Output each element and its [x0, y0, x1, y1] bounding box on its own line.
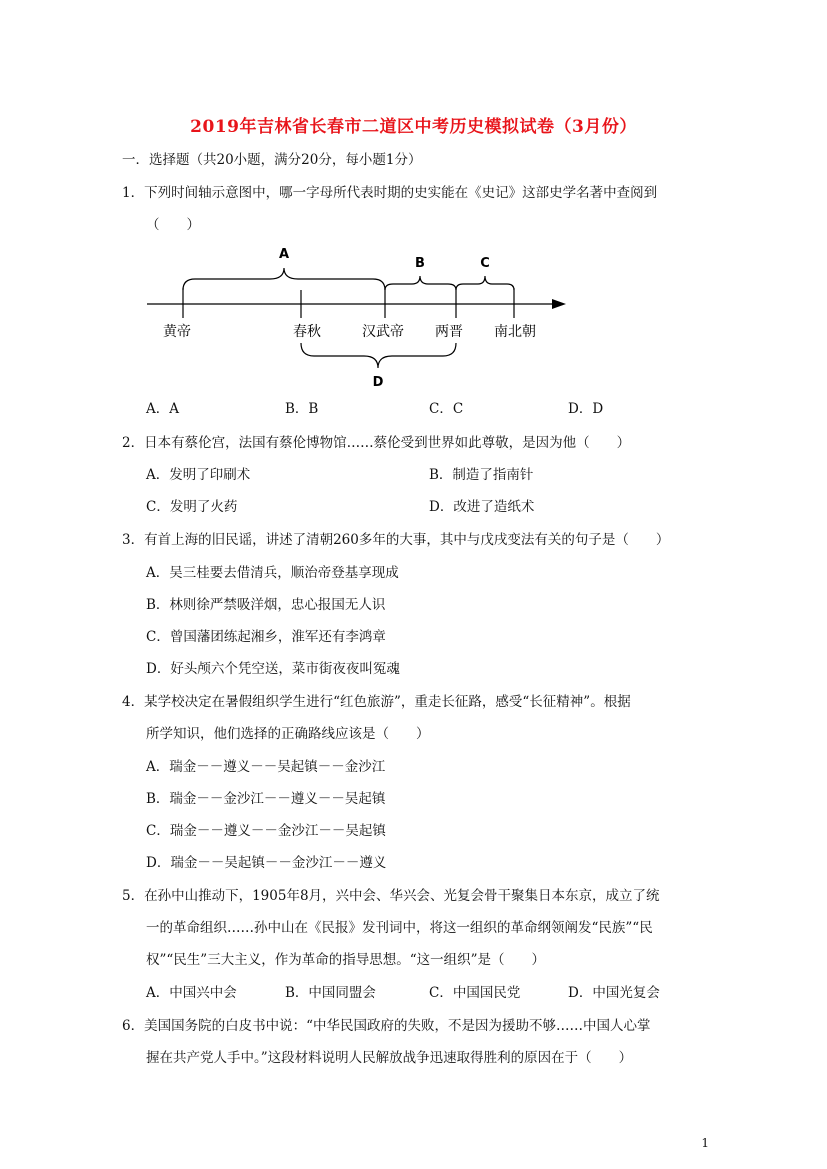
- brace-label-b: B: [415, 256, 425, 271]
- brace-label-c: C: [480, 256, 490, 271]
- exam-title: 2019年吉林省长春市二道区中考历史模拟试卷（3月份）: [190, 117, 637, 137]
- timeline-diagram: [0, 0, 827, 400]
- brace-label-a: A: [278, 247, 290, 262]
- question-6-text: 6．美国国务院的白皮书中说：“中华民国政府的失败，不是因为援助不够……中国人心掌: [122, 1018, 651, 1034]
- q4-option-a[interactable]: A．瑞金－－遵义－－吴起镇－－金沙江: [146, 759, 386, 775]
- timeline-label-liangjin: 两晋: [435, 324, 463, 340]
- question-4-text-cont: 所学知识，他们选择的正确路线应该是（ ）: [146, 726, 430, 742]
- question-5-text-cont2: 权”“民生”三大主义，作为革命的指导思想。“这一组织”是（ ）: [146, 952, 546, 968]
- q3-option-d[interactable]: D．好头颅六个凭空送，菜市街夜夜叫冤魂: [146, 661, 400, 677]
- page-number: 1: [701, 1136, 709, 1150]
- brace-d: [301, 343, 456, 368]
- q4-option-d[interactable]: D．瑞金－－吴起镇－－金沙江－－遵义: [146, 855, 387, 871]
- section-heading: 一．选择题（共20小题，满分20分，每小题1分）: [122, 152, 422, 168]
- q1-option-c[interactable]: C．C: [429, 401, 464, 417]
- q1-option-b[interactable]: B．B: [285, 401, 319, 417]
- brace-a: [183, 268, 385, 290]
- q5-option-d[interactable]: D．中国光复会: [568, 985, 660, 1001]
- brace-b: [385, 276, 456, 290]
- question-4-text: 4．某学校决定在暑假组织学生进行“红色旅游”，重走长征路，感受“长征精神”。根据: [122, 694, 631, 710]
- question-2-text: 2．日本有蔡伦宫，法国有蔡伦博物馆……蔡伦受到世界如此尊敬，是因为他（ ）: [122, 435, 631, 451]
- q2-option-b[interactable]: B．制造了指南针: [429, 467, 534, 483]
- brace-c: [456, 276, 514, 290]
- q2-option-d[interactable]: D．改进了造纸术: [429, 499, 535, 515]
- timeline-label-chunqiu: 春秋: [293, 324, 321, 340]
- q1-option-a[interactable]: A．A: [146, 401, 179, 417]
- q3-option-b[interactable]: B．林则徐严禁吸洋烟，忠心报国无人识: [146, 597, 386, 613]
- timeline-label-huangdi: 黄帝: [163, 324, 191, 340]
- q3-option-a[interactable]: A．吴三桂要去借清兵，顺治帝登基享现成: [146, 565, 399, 581]
- q5-option-c[interactable]: C．中国国民党: [429, 985, 521, 1001]
- q1-option-d[interactable]: D．D: [568, 401, 604, 417]
- question-5-text-cont: 一的革命组织……孙中山在《民报》发刊词中，将这一组织的革命纲领阐发“民族”“民: [146, 920, 653, 936]
- question-6-text-cont: 握在共产党人手中。”这段材料说明人民解放战争迅速取得胜利的原因在于（ ）: [146, 1050, 633, 1066]
- timeline-arrow: [552, 299, 566, 309]
- brace-label-d: D: [372, 375, 384, 390]
- q4-option-c[interactable]: C．瑞金－－遵义－－金沙江－－吴起镇: [146, 823, 386, 839]
- question-1-text: 1．下列时间轴示意图中，哪一字母所代表时期的史实能在《史记》这部史学名著中查阅到: [122, 185, 658, 201]
- question-1-text-cont: （ ）: [146, 217, 200, 233]
- q4-option-b[interactable]: B．瑞金－－金沙江－－遵义－－吴起镇: [146, 791, 386, 807]
- q5-option-a[interactable]: A．中国兴中会: [146, 985, 237, 1001]
- timeline-label-hanwudi: 汉武帝: [362, 324, 404, 340]
- question-5-text: 5．在孙中山推动下，1905年8月，兴中会、华兴会、光复会骨干聚集日本东京，成立了统: [122, 888, 660, 904]
- q2-option-a[interactable]: A．发明了印刷术: [146, 467, 251, 483]
- question-3-text: 3．有首上海的旧民谣，讲述了清朝260多年的大事，其中与戊戌变法有关的句子是（ ）: [122, 532, 670, 548]
- q3-option-c[interactable]: C．曾国藩团练起湘乡，淮军还有李鸿章: [146, 629, 386, 645]
- q2-option-c[interactable]: C．发明了火药: [146, 499, 238, 515]
- q5-option-b[interactable]: B．中国同盟会: [285, 985, 376, 1001]
- timeline-label-nanbeichao: 南北朝: [494, 324, 536, 340]
